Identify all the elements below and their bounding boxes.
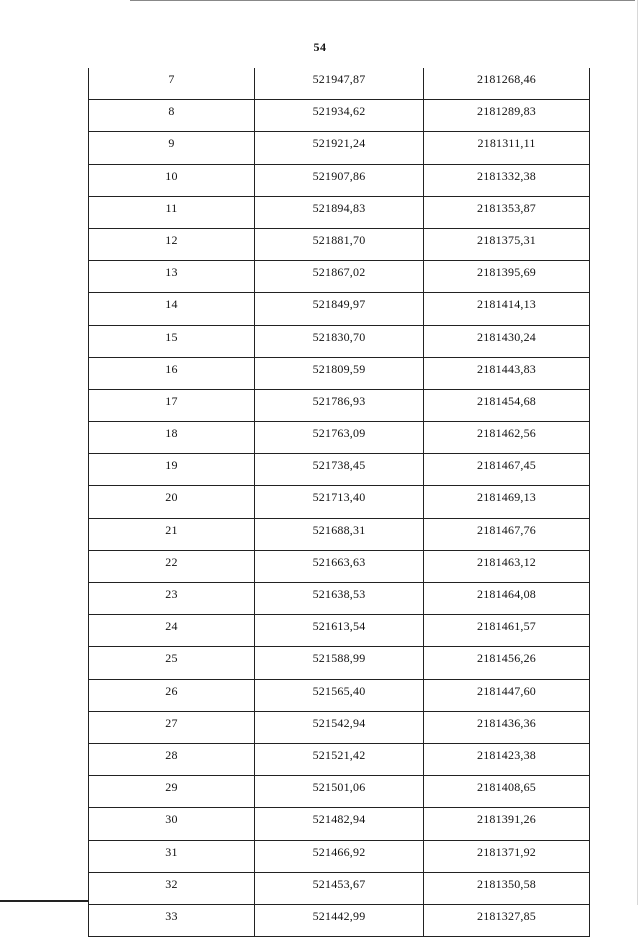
point-number-cell: 11 xyxy=(89,196,255,228)
x-coordinate-cell: 521482,94 xyxy=(255,808,424,840)
x-coordinate-cell: 521565,40 xyxy=(255,679,424,711)
table-row xyxy=(89,164,590,196)
y-coordinate-cell: 2181456,26 xyxy=(424,647,590,679)
table-row xyxy=(89,68,590,100)
point-number-cell: 15 xyxy=(89,325,255,357)
table-row xyxy=(89,132,590,164)
y-coordinate-cell: 2181430,24 xyxy=(424,325,590,357)
y-coordinate-cell: 2181464,08 xyxy=(424,583,590,615)
bottom-margin-mark xyxy=(0,900,88,902)
x-coordinate-cell: 521809,59 xyxy=(255,357,424,389)
table-row xyxy=(89,583,590,615)
y-coordinate-cell: 2181375,31 xyxy=(424,228,590,260)
x-coordinate-cell: 521466,92 xyxy=(255,840,424,872)
point-number-cell: 29 xyxy=(89,776,255,808)
table-row xyxy=(89,743,590,775)
point-number-cell: 19 xyxy=(89,454,255,486)
y-coordinate-cell: 2181371,92 xyxy=(424,840,590,872)
x-coordinate-cell: 521501,06 xyxy=(255,776,424,808)
table-row xyxy=(89,615,590,647)
point-number-cell: 18 xyxy=(89,422,255,454)
y-coordinate-cell: 2181289,83 xyxy=(424,100,590,132)
x-coordinate-cell: 521867,02 xyxy=(255,261,424,293)
table-row xyxy=(89,100,590,132)
right-edge-line xyxy=(637,0,638,905)
x-coordinate-cell: 521881,70 xyxy=(255,228,424,260)
x-coordinate-cell: 521663,63 xyxy=(255,550,424,582)
x-coordinate-cell: 521638,53 xyxy=(255,583,424,615)
table-row xyxy=(89,325,590,357)
x-coordinate-cell: 521934,62 xyxy=(255,100,424,132)
table-row xyxy=(89,872,590,904)
table-row xyxy=(89,261,590,293)
y-coordinate-cell: 2181454,68 xyxy=(424,389,590,421)
point-number-cell: 25 xyxy=(89,647,255,679)
y-coordinate-cell: 2181414,13 xyxy=(424,293,590,325)
point-number-cell: 32 xyxy=(89,872,255,904)
point-number-cell: 31 xyxy=(89,840,255,872)
y-coordinate-cell: 2181395,69 xyxy=(424,261,590,293)
x-coordinate-cell: 521894,83 xyxy=(255,196,424,228)
table-row xyxy=(89,904,590,936)
table-row xyxy=(89,357,590,389)
y-coordinate-cell: 2181467,76 xyxy=(424,518,590,550)
x-coordinate-cell: 521830,70 xyxy=(255,325,424,357)
point-number-cell: 27 xyxy=(89,711,255,743)
y-coordinate-cell: 2181463,12 xyxy=(424,550,590,582)
y-coordinate-cell: 2181469,13 xyxy=(424,486,590,518)
point-number-cell: 13 xyxy=(89,261,255,293)
y-coordinate-cell: 2181391,26 xyxy=(424,808,590,840)
point-number-cell: 12 xyxy=(89,228,255,260)
point-number-cell: 14 xyxy=(89,293,255,325)
x-coordinate-cell: 521947,87 xyxy=(255,68,424,100)
table-row xyxy=(89,454,590,486)
table-row xyxy=(89,808,590,840)
y-coordinate-cell: 2181350,58 xyxy=(424,872,590,904)
y-coordinate-cell: 2181467,45 xyxy=(424,454,590,486)
page-number: 54 xyxy=(313,40,327,54)
table-row xyxy=(89,679,590,711)
coordinates-table-body xyxy=(89,68,590,937)
x-coordinate-cell: 521713,40 xyxy=(255,486,424,518)
x-coordinate-cell: 521613,54 xyxy=(255,615,424,647)
y-coordinate-cell: 2181423,38 xyxy=(424,743,590,775)
point-number-cell: 26 xyxy=(89,679,255,711)
y-coordinate-cell: 2181462,56 xyxy=(424,422,590,454)
point-number-cell: 17 xyxy=(89,389,255,421)
y-coordinate-cell: 2181461,57 xyxy=(424,615,590,647)
table-row xyxy=(89,293,590,325)
table-row xyxy=(89,840,590,872)
table-row xyxy=(89,711,590,743)
point-number-cell: 30 xyxy=(89,808,255,840)
x-coordinate-cell: 521921,24 xyxy=(255,132,424,164)
x-coordinate-cell: 521738,45 xyxy=(255,454,424,486)
table-row xyxy=(89,228,590,260)
x-coordinate-cell: 521588,99 xyxy=(255,647,424,679)
point-number-cell: 20 xyxy=(89,486,255,518)
point-number-cell: 23 xyxy=(89,583,255,615)
table-row xyxy=(89,196,590,228)
table-row xyxy=(89,776,590,808)
table-row xyxy=(89,389,590,421)
table-row xyxy=(89,486,590,518)
x-coordinate-cell: 521453,67 xyxy=(255,872,424,904)
table-row xyxy=(89,422,590,454)
table-row xyxy=(89,518,590,550)
x-coordinate-cell: 521542,94 xyxy=(255,711,424,743)
y-coordinate-cell: 2181353,87 xyxy=(424,196,590,228)
x-coordinate-cell: 521763,09 xyxy=(255,422,424,454)
y-coordinate-cell: 2181447,60 xyxy=(424,679,590,711)
coordinates-table xyxy=(88,68,590,937)
point-number-cell: 28 xyxy=(89,743,255,775)
x-coordinate-cell: 521688,31 xyxy=(255,518,424,550)
x-coordinate-cell: 521442,99 xyxy=(255,904,424,936)
point-number-cell: 16 xyxy=(89,357,255,389)
point-number-cell: 8 xyxy=(89,100,255,132)
y-coordinate-cell: 2181436,36 xyxy=(424,711,590,743)
y-coordinate-cell: 2181332,38 xyxy=(424,164,590,196)
point-number-cell: 7 xyxy=(89,68,255,100)
y-coordinate-cell: 2181268,46 xyxy=(424,68,590,100)
y-coordinate-cell: 2181311,11 xyxy=(424,132,590,164)
point-number-cell: 24 xyxy=(89,615,255,647)
y-coordinate-cell: 2181408,65 xyxy=(424,776,590,808)
point-number-cell: 21 xyxy=(89,518,255,550)
x-coordinate-cell: 521521,42 xyxy=(255,743,424,775)
x-coordinate-cell: 521849,97 xyxy=(255,293,424,325)
table-row xyxy=(89,647,590,679)
point-number-cell: 33 xyxy=(89,904,255,936)
point-number-cell: 22 xyxy=(89,550,255,582)
point-number-cell: 9 xyxy=(89,132,255,164)
top-border-line xyxy=(130,0,635,1)
x-coordinate-cell: 521786,93 xyxy=(255,389,424,421)
x-coordinate-cell: 521907,86 xyxy=(255,164,424,196)
y-coordinate-cell: 2181327,85 xyxy=(424,904,590,936)
point-number-cell: 10 xyxy=(89,164,255,196)
y-coordinate-cell: 2181443,83 xyxy=(424,357,590,389)
table-row xyxy=(89,550,590,582)
